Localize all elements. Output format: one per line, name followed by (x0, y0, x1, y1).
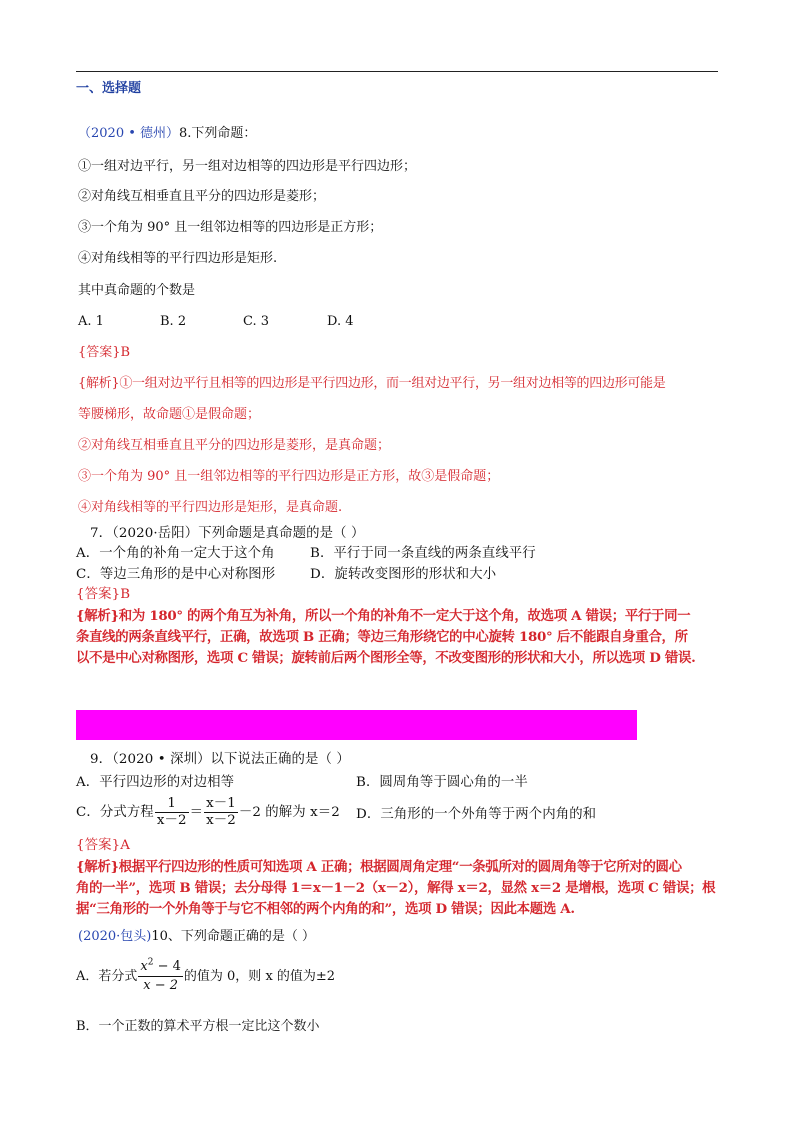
q8-statement-1: ①一组对边平行，另一组对边相等的四边形是平行四边形； (78, 159, 417, 174)
q8-explanation-line-5: ④对角线相等的平行四边形是矩形，是真命题. (78, 500, 343, 515)
q8-answer: {答案}B (78, 345, 131, 360)
q9-answer: {答案}A (76, 838, 130, 853)
fraction-x-minus-1-over-x-minus-2: $\frac{x-1}{x-2}$ (206, 796, 236, 828)
q7-option-b: B．平行于同一条直线的两条直线平行 (310, 546, 536, 561)
q8-explanation-line-4: ③一个角为 90° 且一组邻边相等的平行四边形是正方形，故③是假命题； (78, 469, 500, 484)
question-8-source: （2020 • 德州） (78, 126, 180, 141)
q7-explanation-line-1: {解析}和为 180° 的两个角互为补角，所以一个角的补角不一定大于这个角，故选项 A 错误；平行于同一 (76, 608, 691, 624)
q8-statement-3: ③一个角为 90° 且一组邻边相等的四边形是正方形； (78, 220, 383, 235)
q7-explanation-line-2: 条直线的两条直线平行，正确，故选项 B 正确；等边三角形绕它的中心旋转 180° 后不能跟自身重合，所 (76, 629, 688, 645)
q9-explanation-line-1: {解析}根据平行四边形的性质可知选项 A 正确；根据圆周角定理“一条弧所对的圆周角等于它所对的圆心 (76, 859, 682, 875)
q7-option-a: A．一个角的补角一定大于这个角 (76, 546, 275, 561)
question-7-stem: 7．（2020·岳阳）下列命题是真命题的是（ ） (90, 526, 365, 541)
q8-explanation-line-3: ②对角线互相垂直且平分的四边形是菱形，是真命题； (78, 438, 391, 453)
q9-explanation-line-3: 据“三角形的一个外角等于与它不相邻的两个内角的和”，选项 D 错误；因此本题选 A. (76, 901, 575, 917)
q9-explanation-line-2: 角的一半”，选项 B 错误；去分母得 1＝x－1－2（x－2），解得 x＝2，显然 x＝2 是增根，选项 C 错误；根 (76, 880, 716, 896)
q10-option-b: B．一个正数的算术平方根一定比这个数小 (76, 1019, 320, 1034)
q7-option-c: C．等边三角形的是中心对称图形 (76, 567, 276, 582)
q8-option-a: A. 1 (78, 314, 104, 329)
highlight-bar (76, 710, 637, 740)
q7-answer: {答案}B (76, 587, 131, 602)
question-8-stem: （2020 • 德州）8.下列命题： (78, 126, 257, 141)
q9-option-b: B．圆周角等于圆心角的一半 (356, 775, 528, 790)
q10-option-a: A．若分式 $\frac{x^2 - 4}{x - 2}$ 的值为 0，则 x 的值为±2 (76, 957, 336, 993)
q9-option-c: C．分式方程 $\frac{1}{x-2}$ ＝ $\frac{x-1}{x-2}$ －2 的解为 x＝2 (76, 796, 340, 828)
q8-statement-4: ④对角线相等的平行四边形是矩形. (78, 251, 278, 266)
q8-explanation-line-1: {解析}①一组对边平行且相等的四边形是平行四边形，而一组对边平行，另一组对边相等的四边形可能是 (78, 376, 666, 391)
question-10-stem: (2020·包头)10、下列命题正确的是（ ） (78, 929, 316, 944)
q8-explanation-line-2: 等腰梯形，故命题①是假命题； (78, 407, 261, 422)
q7-explanation-line-3: 以不是中心对称图形，选项 C 错误；旋转前后两个图形全等，不改变图形的形状和大小，所以选项 D 错误. (76, 650, 696, 666)
q9-option-d: D．三角形的一个外角等于两个内角的和 (356, 807, 597, 822)
q7-option-d: D．旋转改变图形的形状和大小 (310, 567, 497, 582)
q8-option-d: D. 4 (327, 314, 354, 329)
header-rule (76, 71, 718, 72)
q8-option-b: B. 2 (160, 314, 187, 329)
fraction-1-over-x-minus-2: $\frac{1}{x-2}$ (156, 796, 187, 828)
q8-statement-2: ②对角线互相垂直且平分的四边形是菱形； (78, 189, 326, 204)
question-10-source: (2020·包头) (78, 929, 152, 944)
question-9-stem: 9．（2020 • 深圳）以下说法正确的是（ ） (90, 752, 350, 767)
q8-ask: 其中真命题的个数是 (78, 283, 196, 298)
fraction-x-squared-minus-4-over-x-minus-2: $\frac{x^2 - 4}{x - 2}$ (140, 957, 181, 993)
q8-option-c: C. 3 (243, 314, 270, 329)
section-title: 一、选择题 (76, 81, 142, 96)
q9-option-a: A．平行四边形的对边相等 (76, 775, 235, 790)
